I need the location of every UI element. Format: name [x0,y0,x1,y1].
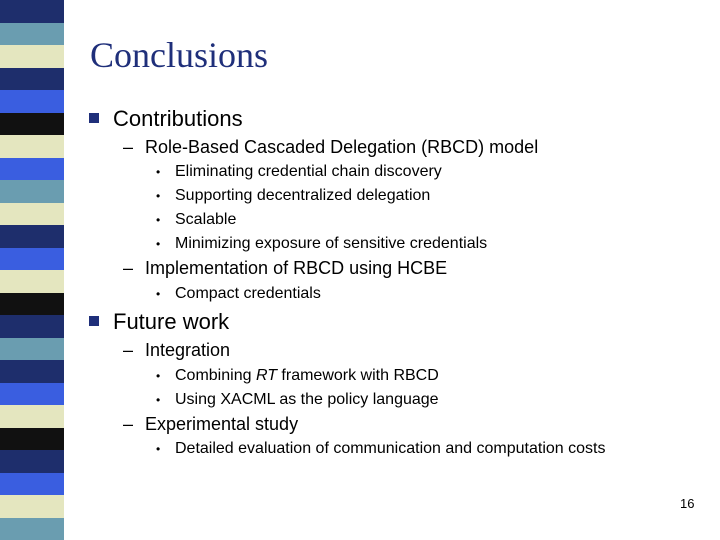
point-text-after: framework with RBCD [276,367,439,384]
dot-bullet-icon: • [156,442,161,456]
list-item [156,285,321,303]
subitem-label: Role-Based Cascaded Delegation (RBCD) model [145,137,539,157]
list-item [156,235,488,253]
dash-bullet-icon: – [123,137,134,157]
list-item [156,163,442,181]
point-text-before: Combining [175,367,256,384]
point-text: Compact credentials [175,285,321,302]
square-bullet-icon [89,316,99,326]
page-number: 16 [680,496,695,511]
dot-bullet-icon: • [156,189,161,203]
point-text: Eliminating credential chain discovery [175,163,442,180]
subitem-label: Experimental study [145,414,299,434]
dot-bullet-icon: • [156,287,161,301]
point-text: Using XACML as the policy language [175,391,439,408]
dash-bullet-icon: – [123,340,134,360]
section-label: Contributions [113,106,243,131]
subitem-rbcd-implementation [123,258,448,279]
dash-bullet-icon: – [123,414,134,434]
dot-bullet-icon: • [156,165,161,179]
point-text-italic: RT [255,367,277,384]
point-text: Supporting decentralized delegation [175,187,431,204]
square-bullet-icon [89,113,99,123]
subitem-integration [123,340,231,361]
subitem-experimental-study [123,414,299,435]
point-text: Scalable [175,211,237,228]
list-item [156,187,431,205]
list-item [156,211,237,229]
point-text: Minimizing exposure of sensitive credentials [175,235,488,252]
section-future-work [113,309,229,335]
list-item [156,391,439,409]
dot-bullet-icon: • [156,213,161,227]
list-item [156,440,606,458]
section-contributions [113,106,243,132]
dot-bullet-icon: • [156,393,161,407]
dot-bullet-icon: • [156,237,161,251]
dot-bullet-icon: • [156,369,161,383]
subitem-label: Implementation of RBCD using HCBE [145,258,448,278]
list-item [156,367,439,385]
section-label: Future work [113,309,230,334]
dash-bullet-icon: – [123,258,134,278]
subitem-rbcd-model [123,137,539,158]
slide-title: Conclusions [90,35,269,75]
point-text: Detailed evaluation of communication and computation costs [175,440,606,457]
subitem-label: Integration [145,340,231,360]
